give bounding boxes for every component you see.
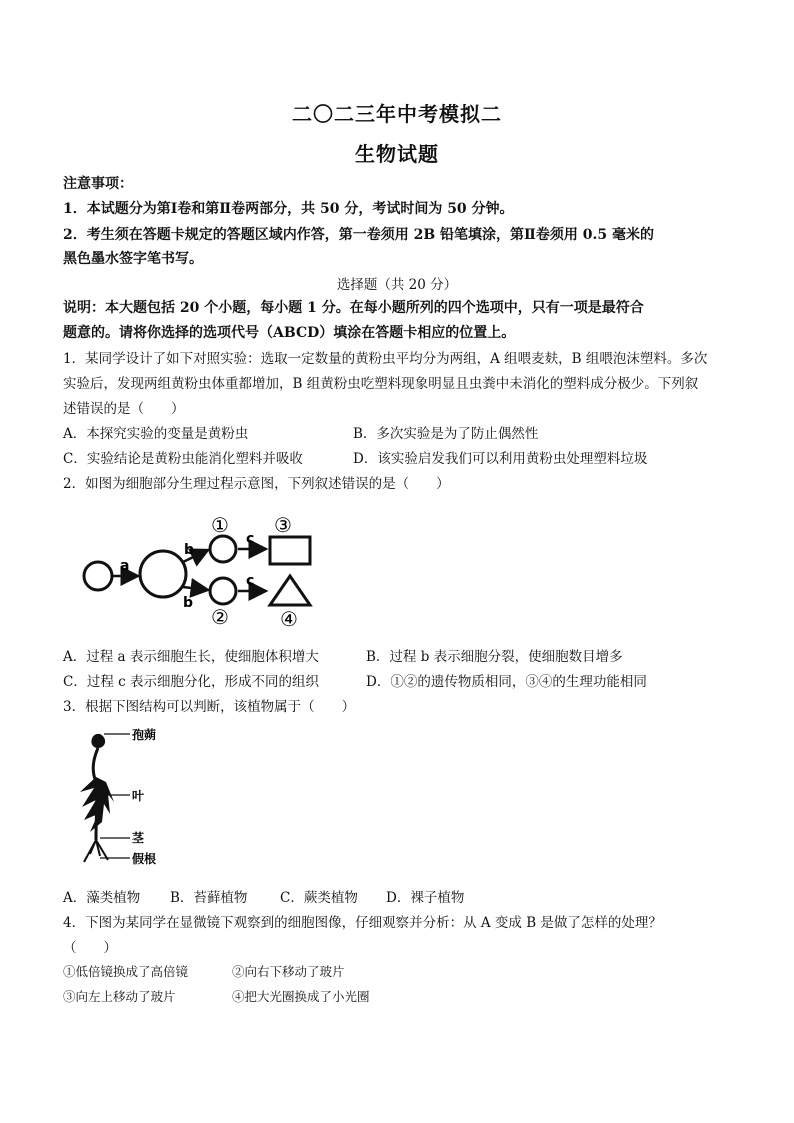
moss-plant-diagram xyxy=(70,722,190,872)
num-4: ④ xyxy=(280,607,298,631)
label-leaf: 叶 xyxy=(132,789,145,803)
q3-option-c: C．蕨类植物 xyxy=(280,890,358,906)
num-1: ① xyxy=(211,513,229,537)
num-2: ② xyxy=(211,605,229,629)
label-b-lower: b xyxy=(183,595,194,611)
label-rhizoid: 假根 xyxy=(132,852,157,866)
q4-statement-2: ②向右下移动了玻片 xyxy=(232,964,345,979)
notice-item-2-line2: 黑色墨水签字笔书写。 xyxy=(63,251,203,267)
section-desc-line2: 题意的。请将你选择的选项代号（ABCD）填涂在答题卡相应的位置上。 xyxy=(63,325,516,341)
q3-option-d: D．裸子植物 xyxy=(386,890,465,906)
q2-stem: 2．如图为细胞部分生理过程示意图，下列叙述错误的是（ ） xyxy=(63,476,450,492)
label-c-upper: c xyxy=(246,531,255,547)
tissue-4-triangle xyxy=(270,576,310,605)
q1-option-d: D．该实验启发我们可以利用黄粉虫处理塑料垃圾 xyxy=(353,451,648,467)
tissue-3-rect xyxy=(270,537,310,564)
exam-subtitle: 生物试题 xyxy=(355,142,439,166)
q2-option-d: D．①②的遗传物质相同，③④的生理功能相同 xyxy=(366,674,647,690)
q3-stem: 3．根据下图结构可以判断，该植物属于（ ） xyxy=(63,699,356,715)
notice-item-2-line1: 2．考生须在答题卡规定的答题区域内作答，第一卷须用 2B 铅笔填涂，第Ⅱ卷须用 0.5 毫米的 xyxy=(63,227,654,243)
q4-stem-line2: （ ） xyxy=(63,940,117,956)
exam-title: 二〇二三年中考模拟二 xyxy=(292,102,502,126)
q3-option-b: B．苔藓植物 xyxy=(170,890,248,906)
notice-item-1: 1．本试题分为第Ⅰ卷和第Ⅱ卷两部分，共 50 分，考试时间为 50 分钟。 xyxy=(63,201,514,217)
label-b-upper: b xyxy=(184,542,195,558)
q1-stem-line1: 1．某同学设计了如下对照实验：选取一定数量的黄粉虫平均分为两组，A 组喂麦麸，B 组喂泡沫塑料。多次 xyxy=(63,351,708,367)
num-3: ③ xyxy=(274,513,292,537)
q2-option-a: A．过程 a 表示细胞生长，使细胞体积增大 xyxy=(63,649,319,665)
label-stem: 茎 xyxy=(132,831,145,845)
q3-option-a: A．藻类植物 xyxy=(63,890,141,906)
q1-option-a: A．本探究实验的变量是黄粉虫 xyxy=(63,426,249,442)
q2-option-b: B．过程 b 表示细胞分裂，使细胞数目增多 xyxy=(366,649,623,665)
q4-statement-1: ①低倍镜换成了高倍镜 xyxy=(63,964,189,979)
cell-process-diagram xyxy=(70,510,330,635)
q2-option-c: C．过程 c 表示细胞分化，形成不同的组织 xyxy=(63,674,319,690)
label-a: a xyxy=(120,558,130,574)
grown-cell xyxy=(140,551,186,597)
section-title: 选择题（共 20 分） xyxy=(336,277,458,293)
section-desc-line1: 说明：本大题包括 20 个小题，每小题 1 分。在每小题所列的四个选项中，只有一项是最符合 xyxy=(63,300,644,316)
label-spore: 孢蒴 xyxy=(132,728,157,742)
cell-2 xyxy=(210,578,236,604)
q1-stem-line2: 实验后，发现两组黄粉虫体重都增加，B 组黄粉虫吃塑料现象明显且虫粪中未消化的塑料成分极少。下列叙 xyxy=(63,376,699,392)
q1-option-c: C．实验结论是黄粉虫能消化塑料并吸收 xyxy=(63,451,303,467)
q4-stem-line1: 4．下图为某同学在显微镜下观察到的细胞图像，仔细观察并分析：从 A 变成 B 是做了怎样的处理？ xyxy=(63,915,662,931)
q1-option-b: B．多次实验是为了防止偶然性 xyxy=(353,426,539,442)
notice-heading: 注意事项： xyxy=(63,176,133,192)
cell-1 xyxy=(210,536,236,562)
q4-statement-4: ④把大光圈换成了小光圈 xyxy=(232,989,370,1004)
start-cell xyxy=(84,562,112,590)
q1-stem-line3: 述错误的是（ ） xyxy=(63,401,185,417)
q4-statement-3: ③向左上移动了玻片 xyxy=(63,989,176,1004)
label-c-lower: c xyxy=(246,573,255,589)
